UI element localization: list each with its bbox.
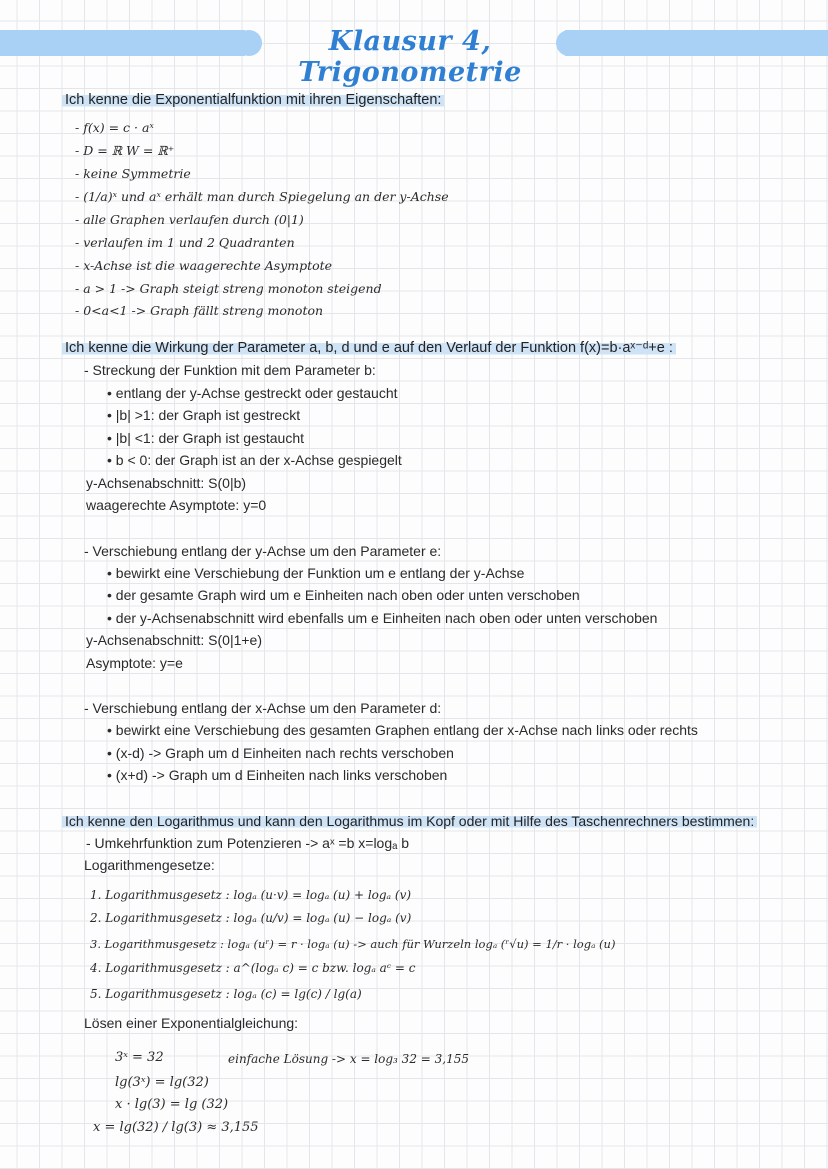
- list-item: - (1/a)ˣ und aˣ erhält man durch Spiegelung an der y-Achse: [75, 189, 449, 204]
- list-item: - a > 1 -> Graph steigt streng monoton steigend: [75, 281, 382, 296]
- simple-solution: einfache Lösung -> x = log₃ 32 = 3,155: [228, 1052, 469, 1066]
- list-item: • |b| <1: der Graph ist gestaucht: [107, 430, 305, 446]
- list-item: - keine Symmetrie: [75, 166, 191, 181]
- title-bar-right: [565, 30, 828, 56]
- list-item: • der gesamte Graph wird um e Einheiten nach oben oder unten verschoben: [107, 587, 580, 603]
- shift-e-title: - Verschiebung entlang der y-Achse um den Parameter e:: [84, 543, 442, 559]
- solve-heading: Lösen einer Exponentialgleichung:: [84, 1015, 299, 1031]
- laws-heading: Logarithmengesetze:: [84, 857, 215, 873]
- inverse-function: - Umkehrfunktion zum Potenzieren -> aˣ =b x=logₐ b: [86, 835, 410, 851]
- list-item: • entlang der y-Achse gestreckt oder gestaucht: [107, 385, 398, 401]
- list-item: - 0<a<1 -> Graph fällt streng monoton: [75, 303, 324, 318]
- section3-heading: Ich kenne den Logarithmus und kann den Logarithmus im Kopf oder mit Hilfe des Taschenrechners bestimmen:: [62, 813, 757, 829]
- title-bar-left: [0, 30, 245, 56]
- list-item: • b < 0: der Graph ist an der x-Achse gespiegelt: [107, 452, 402, 468]
- list-item: • der y-Achsenabschnitt wird ebenfalls um e Einheiten nach oben oder unten verschoben: [107, 610, 658, 626]
- list-item: - f(x) = c · aˣ: [75, 120, 154, 135]
- section2-heading: Ich kenne die Wirkung der Parameter a, b, d und e auf den Verlauf der Funktion f(x)=b·aˣ⁻ᵈ+e :: [62, 340, 676, 356]
- page-title: Klausur 4, Trigonometrie: [298, 26, 522, 88]
- log-law-5: 5. Logarithmusgesetz : logₐ (c) = lg(c) / lg(a): [90, 987, 362, 1001]
- list-item: • (x-d) -> Graph um d Einheiten nach rechts verschoben: [107, 745, 454, 761]
- list-item: • bewirkt eine Verschiebung der Funktion um e entlang der y-Achse: [107, 565, 525, 581]
- solve-line-1: 3ˣ = 32: [115, 1050, 164, 1065]
- list-item: • bewirkt eine Verschiebung des gesamten Graphen entlang der x-Achse nach links oder rechts: [107, 722, 698, 738]
- solve-line-4: x = lg(32) / lg(3) ≈ 3,155: [93, 1120, 259, 1135]
- log-law-3: 3. Logarithmusgesetz : logₐ (uʳ) = r · logₐ (u) -> auch für Wurzeln logₐ (ʳ√u) = 1/r · logₐ (u): [90, 937, 616, 951]
- section1-heading: Ich kenne die Exponentialfunktion mit ihren Eigenschaften:: [62, 92, 444, 108]
- log-law-1: 1. Logarithmusgesetz : logₐ (u·v) = logₐ (u) + logₐ (v): [90, 888, 412, 902]
- list-item: - x-Achse ist die waagerechte Asymptote: [75, 258, 333, 273]
- list-item: • |b| >1: der Graph ist gestreckt: [107, 407, 301, 423]
- shift-e-intercept: y-Achsenabschnitt: S(0|1+e): [86, 632, 263, 648]
- list-item: • (x+d) -> Graph um d Einheiten nach links verschoben: [107, 767, 448, 783]
- stretch-asymptote: waagerechte Asymptote: y=0: [86, 497, 267, 513]
- log-law-4: 4. Logarithmusgesetz : a^(logₐ c) = c bzw. logₐ aᶜ = c: [90, 961, 416, 975]
- list-item: - alle Graphen verlaufen durch (0|1): [75, 212, 304, 227]
- stretch-title: - Streckung der Funktion mit dem Parameter b:: [84, 362, 376, 378]
- log-law-2: 2. Logarithmusgesetz : logₐ (u/v) = logₐ (u) − logₐ (v): [90, 911, 412, 925]
- solve-line-2: lg(3ˣ) = lg(32): [115, 1075, 209, 1090]
- stretch-intercept: y-Achsenabschnitt: S(0|b): [86, 475, 247, 491]
- solve-line-3: x · lg(3) = lg (32): [115, 1097, 229, 1112]
- shift-e-asymptote: Asymptote: y=e: [86, 655, 183, 671]
- list-item: - verlaufen im 1 und 2 Quadranten: [75, 235, 295, 250]
- list-item: - D = ℝ W = ℝ⁺: [75, 143, 175, 158]
- shift-d-title: - Verschiebung entlang der x-Achse um den Parameter d:: [84, 700, 442, 716]
